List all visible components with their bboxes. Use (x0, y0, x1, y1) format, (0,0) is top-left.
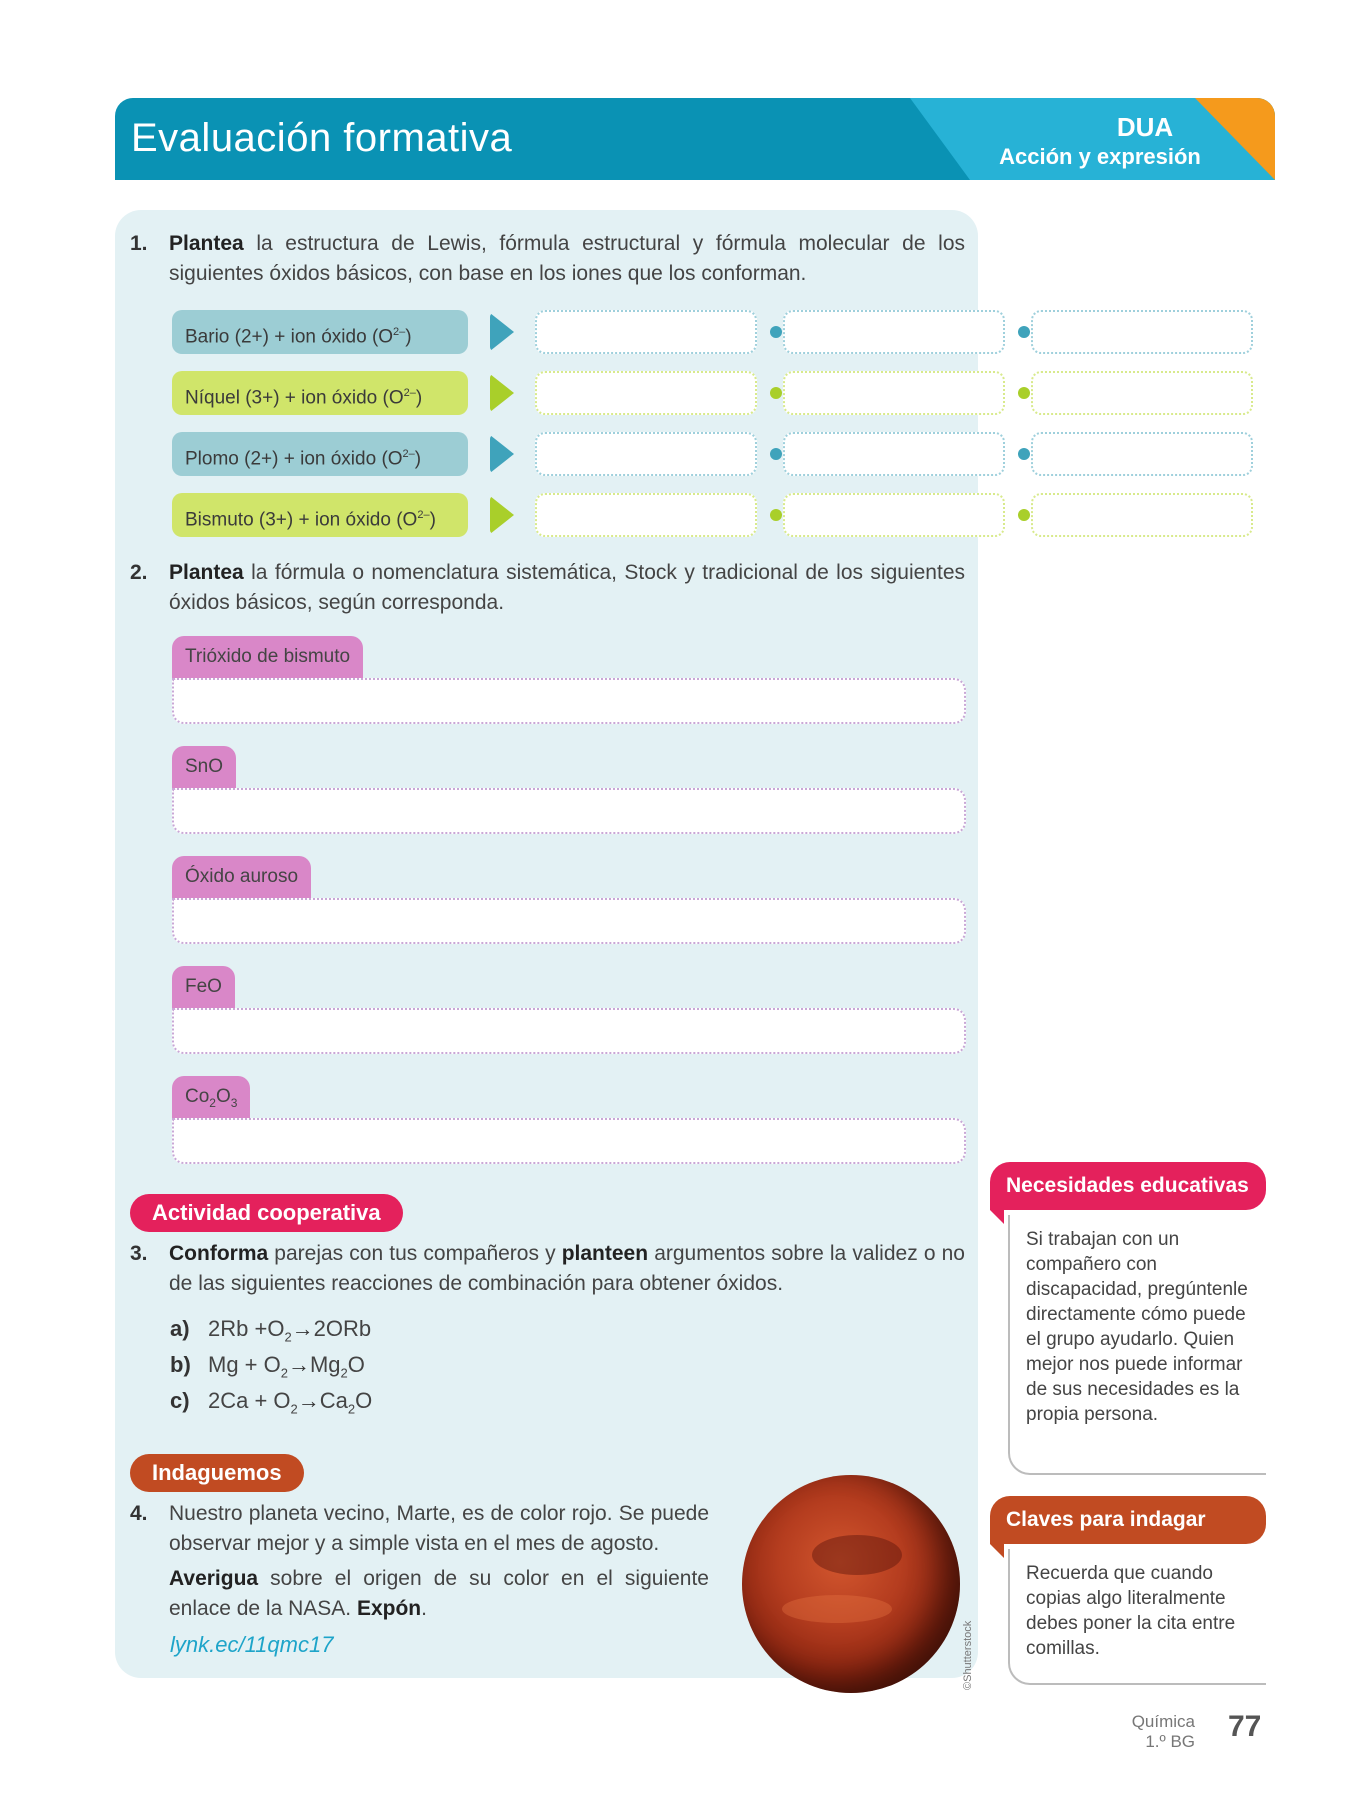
footer-subject: Química 1.º BG (1131, 1712, 1195, 1751)
question-1-number: 1. (130, 232, 148, 255)
note-title-inquiry-keys: Claves para indagar (990, 1496, 1266, 1544)
answer-field[interactable] (172, 1008, 966, 1054)
separator-dot-icon (770, 509, 782, 521)
compound-tab: Óxido auroso (172, 856, 311, 898)
cooperative-badge: Actividad cooperativa (130, 1194, 403, 1232)
mars-surface-shade (812, 1535, 902, 1575)
note-body-educational-needs: Si trabajan con un compañero con discapacidad, pregúntenle directamente cómo puede el grupo ayudarlo. Quien mejor nos puede informar de sus necesidades es la propia persona. (1008, 1215, 1266, 1475)
molecular-formula-field[interactable] (1031, 493, 1253, 537)
separator-dot-icon (1018, 387, 1030, 399)
molecular-formula-field[interactable] (1031, 432, 1253, 476)
question-2-body: la fórmula o nomenclatura sistemática, Stock y tradicional de los siguientes óxidos básicos, según corresponda. (169, 561, 965, 614)
lewis-structure-field[interactable] (535, 371, 757, 415)
mars-image (742, 1475, 960, 1693)
page-number: 77 (1228, 1710, 1262, 1743)
question-1-body: la estructura de Lewis, fórmula estructural y fórmula molecular de los siguientes óxidos básicos, con base en los iones que los conforman. (169, 232, 965, 285)
structural-formula-field[interactable] (783, 310, 1005, 354)
answer-field[interactable] (172, 788, 966, 834)
compound-tab: SnO (172, 746, 236, 788)
note-body-inquiry-keys: Recuerda que cuando copias algo literalmente debes poner la cita entre comillas. (1008, 1549, 1266, 1685)
lewis-structure-field[interactable] (535, 310, 757, 354)
page-title: Evaluación formativa (131, 116, 513, 160)
ion-pair-label: Bismuto (3+) + ion óxido $(O^{2-})$ (172, 493, 468, 537)
question-1-verb: Plantea (169, 232, 244, 255)
question-1-text (169, 229, 965, 289)
reaction-item: c) $2Ca + O_2\to Ca_2O$ (170, 1388, 373, 1417)
molecular-formula-field[interactable] (1031, 371, 1253, 415)
question-4-instructions: Averigua sobre el origen de su color en el siguiente enlace de la NASA. Expón. (169, 1567, 709, 1620)
image-credit: ©Shutterstock (962, 1620, 974, 1690)
compound-tab: $Co_2O_3$ (172, 1076, 250, 1118)
structural-formula-field[interactable] (783, 432, 1005, 476)
molecular-formula-field[interactable] (1031, 310, 1253, 354)
lewis-structure-field[interactable] (535, 432, 757, 476)
compound-tab: FeO (172, 966, 235, 1008)
dua-subtitle: Acción y expresión (999, 144, 1201, 169)
nasa-link[interactable]: lynk.ec/11qmc17 (170, 1632, 334, 1657)
question-2-number: 2. (130, 561, 148, 584)
separator-dot-icon (770, 387, 782, 399)
answer-field[interactable] (172, 898, 966, 944)
inquiry-badge: Indaguemos (130, 1454, 304, 1492)
structural-formula-field[interactable] (783, 371, 1005, 415)
separator-dot-icon (1018, 326, 1030, 338)
note-tail (990, 1544, 1004, 1558)
question-2-text (169, 558, 965, 618)
question-4-number: 4. (130, 1502, 148, 1525)
compound-tab: Trióxido de bismuto (172, 636, 363, 678)
section-header (115, 98, 1275, 180)
ion-pair-label: Níquel (3+) + ion óxido $(O^{2-})$ (172, 371, 468, 415)
ion-pair-label: Plomo (2+) + ion óxido $(O^{2-})$ (172, 432, 468, 476)
reaction-item: a) $2Rb +O_2\to 2ORb$ (170, 1316, 372, 1345)
question-3-text: Conforma parejas con tus compañeros y planteen argumentos sobre la validez o no de las siguientes reacciones de combinación para obtener óxidos. (169, 1242, 965, 1295)
answer-field[interactable] (172, 678, 966, 724)
ion-pair-label: Bario (2+) + ion óxido $(O^{2-})$ (172, 310, 468, 354)
question-4-text: Nuestro planeta vecino, Marte, es de color rojo. Se puede observar mejor y a simple vista en el mes de agosto. (169, 1502, 709, 1555)
separator-dot-icon (1018, 448, 1030, 460)
question-2-verb: Plantea (169, 561, 244, 584)
mars-surface-highlight (782, 1595, 892, 1623)
lewis-structure-field[interactable] (535, 493, 757, 537)
structural-formula-field[interactable] (783, 493, 1005, 537)
note-tail (990, 1210, 1004, 1224)
separator-dot-icon (1018, 509, 1030, 521)
reaction-item: b) $Mg + O_2\to Mg_2O$ (170, 1352, 365, 1381)
separator-dot-icon (770, 448, 782, 460)
separator-dot-icon (770, 326, 782, 338)
dua-label: DUA (1116, 112, 1174, 142)
answer-field[interactable] (172, 1118, 966, 1164)
question-3-number: 3. (130, 1242, 148, 1265)
note-title-educational-needs: Necesidades educativas (990, 1162, 1266, 1210)
